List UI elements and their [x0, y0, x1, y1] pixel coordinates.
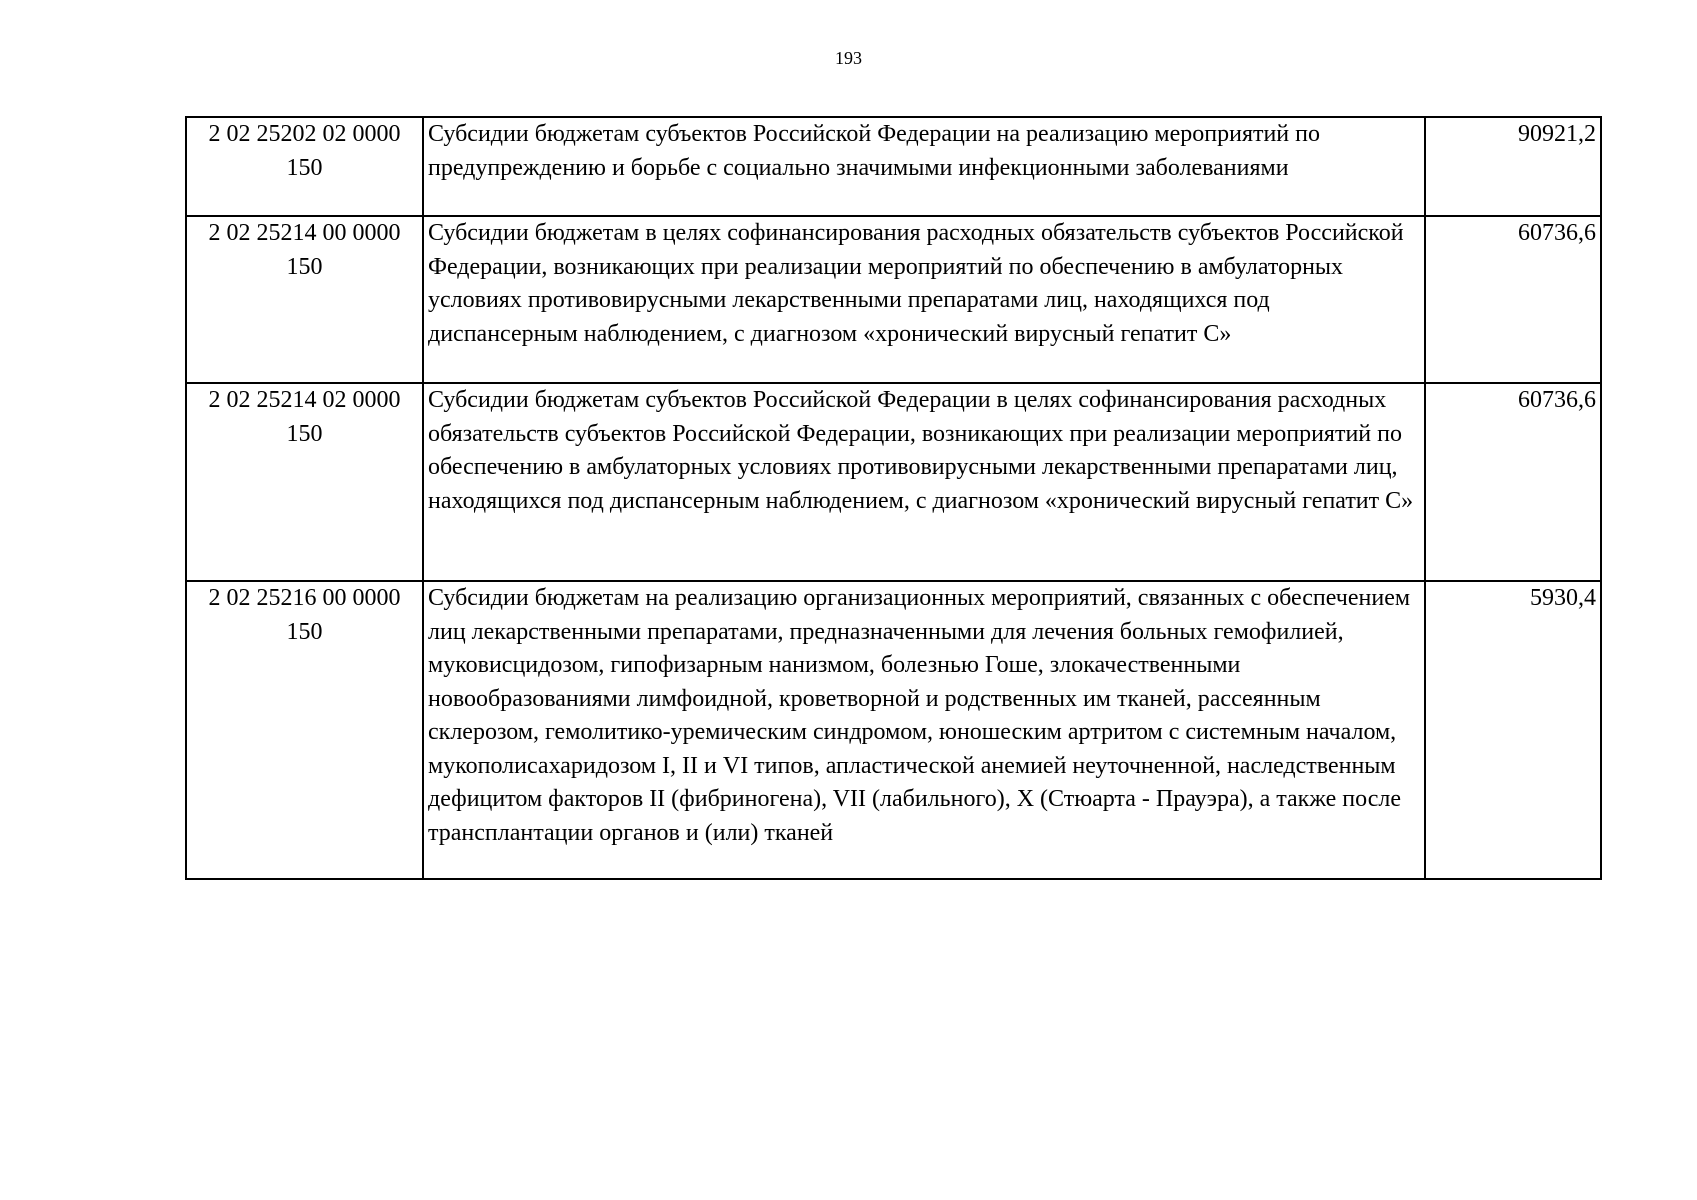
budget-code-cell — [186, 581, 423, 879]
amount-cell: 5930,4 — [1425, 581, 1601, 879]
description-cell: Субсидии бюджетам в целях софинансирования расходных обязательств субъектов Российской Федерации, возникающих при реализации мероприятий по обеспечению в амбулаторных условиях противовирусными лекарственными препаратами лиц, находящихся под диспансерным наблюдением, с диагнозом «хронический вирусный гепатит С» — [423, 216, 1425, 383]
budget-code-cell — [186, 117, 423, 216]
budget-code-line: 2 02 25214 02 0000 — [208, 387, 401, 413]
amount-cell: 60736,6 — [1425, 383, 1601, 581]
budget-code-cell — [186, 216, 423, 383]
budget-code-line: 2 02 25214 00 0000 — [208, 220, 401, 246]
budget-code-line: 2 02 25202 02 0000 — [208, 121, 401, 147]
description-cell: Субсидии бюджетам на реализацию организационных мероприятий, связанных с обеспечением лиц лекарственными препаратами, предназначенными для лечения больных гемофилией, муковисцидозом, гипофизарным нанизмом, болезнью Гоше, злокачественными новообразованиями лимфоидной, кроветворной и родственных им тканей, рассеянным склерозом, гемолитико-уремическим синдромом, юношеским артритом с системным началом, мукополисахаридозом I, II и VI типов, апластической анемией неуточненной, наследственным дефицитом факторов II (фибриногена), VII (лабильного), X (Стюарта - Прауэра), а также после трансплантации органов и (или) тканей — [423, 581, 1425, 879]
budget-code-line: 150 — [286, 420, 323, 447]
table-row — [186, 383, 1601, 581]
budget-code-line: 150 — [286, 154, 323, 181]
amount-cell: 90921,2 — [1425, 117, 1601, 216]
table-row — [186, 117, 1601, 216]
amount-cell: 60736,6 — [1425, 216, 1601, 383]
description-cell: Субсидии бюджетам субъектов Российской Федерации в целях софинансирования расходных обязательств субъектов Российской Федерации, возникающих при реализации мероприятий по обеспечению в амбулаторных условиях противовирусными лекарственными препаратами лиц, находящихся под диспансерным наблюдением, с диагнозом «хронический вирусный гепатит С» — [423, 383, 1425, 581]
budget-code-line: 150 — [286, 618, 323, 645]
budget-code-line: 2 02 25216 00 0000 — [208, 585, 401, 611]
page-number: 193 — [835, 48, 862, 68]
table-row — [186, 216, 1601, 383]
budget-code-line: 150 — [286, 253, 323, 280]
budget-code-cell — [186, 383, 423, 581]
budget-table — [185, 116, 1602, 880]
table-row — [186, 581, 1601, 879]
description-cell: Субсидии бюджетам субъектов Российской Федерации на реализацию мероприятий по предупреждению и борьбе с социально значимыми инфекционными заболеваниями — [423, 117, 1425, 216]
